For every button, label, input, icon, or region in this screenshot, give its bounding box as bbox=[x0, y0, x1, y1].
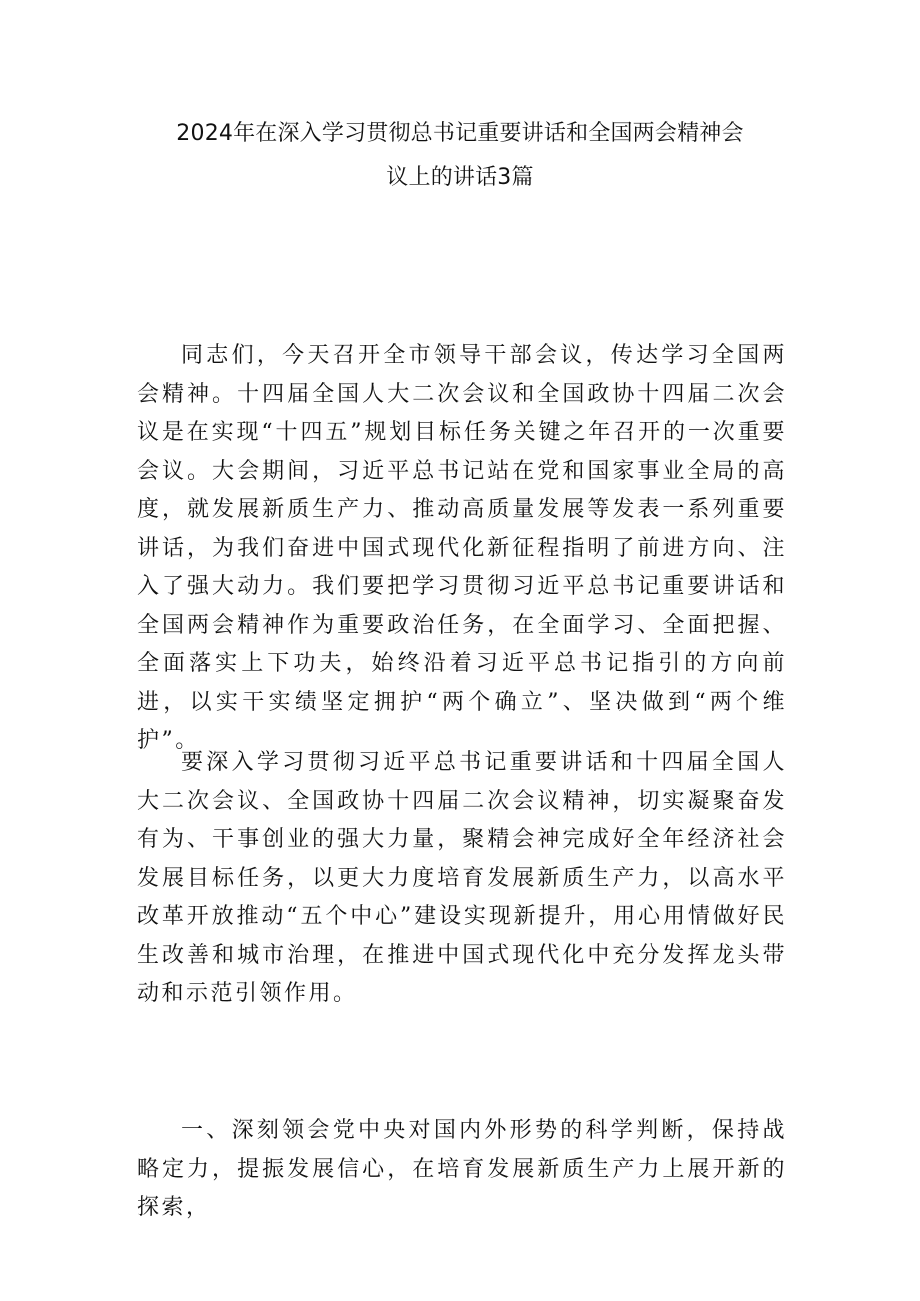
title-line-1: 2024年在深入学习贯彻总书记重要讲话和全国两会精神会 bbox=[176, 121, 744, 146]
paragraph-2: 要深入学习贯彻习近平总书记重要讲话和十四届全国人大二次会议、全国政协十四届二次会议精神，切实凝聚奋发有为、干事创业的强大力量，聚精会神完成好全年经济社会发展目标任务，以更大力度培育发展新质生产力，以高水平改革开放推动“五个中心”建设实现新提升，用心用情做好民生改善和城市治理，在推进中国式现代化中充分发挥龙头带动和示范引领作用。 bbox=[137, 750, 787, 1006]
paragraph-1: 同志们，今天召开全市领导干部会议，传达学习全国两会精神。十四届全国人大二次会议和全国政协十四届二次会议是在实现“十四五”规划目标任务关键之年召开的一次重要会议。大会期间，习近平总书记站在党和国家事业全局的高度，就发展新质生产力、推动高质量发展等发表一系列重要讲话，为我们奋进中国式现代化新征程指明了前进方向、注入了强大动力。我们要把学习贯彻习近平总书记重要讲话和全国两会精神作为重要政治任务，在全面学习、全面把握、全面落实上下功夫，始终沿着习近平总书记指引的方向前进，以实干实绩坚定拥护“两个确立”、坚决做到“两个维护”。 bbox=[137, 343, 787, 753]
title-line-2: 议上的讲话3篇 bbox=[386, 165, 534, 190]
document-title bbox=[140, 112, 780, 200]
paragraph-3: 一、深刻领会党中央对国内外形势的科学判断，保持战略定力，提振发展信心，在培育发展新质生产力上展开新的探索， bbox=[137, 1118, 787, 1220]
